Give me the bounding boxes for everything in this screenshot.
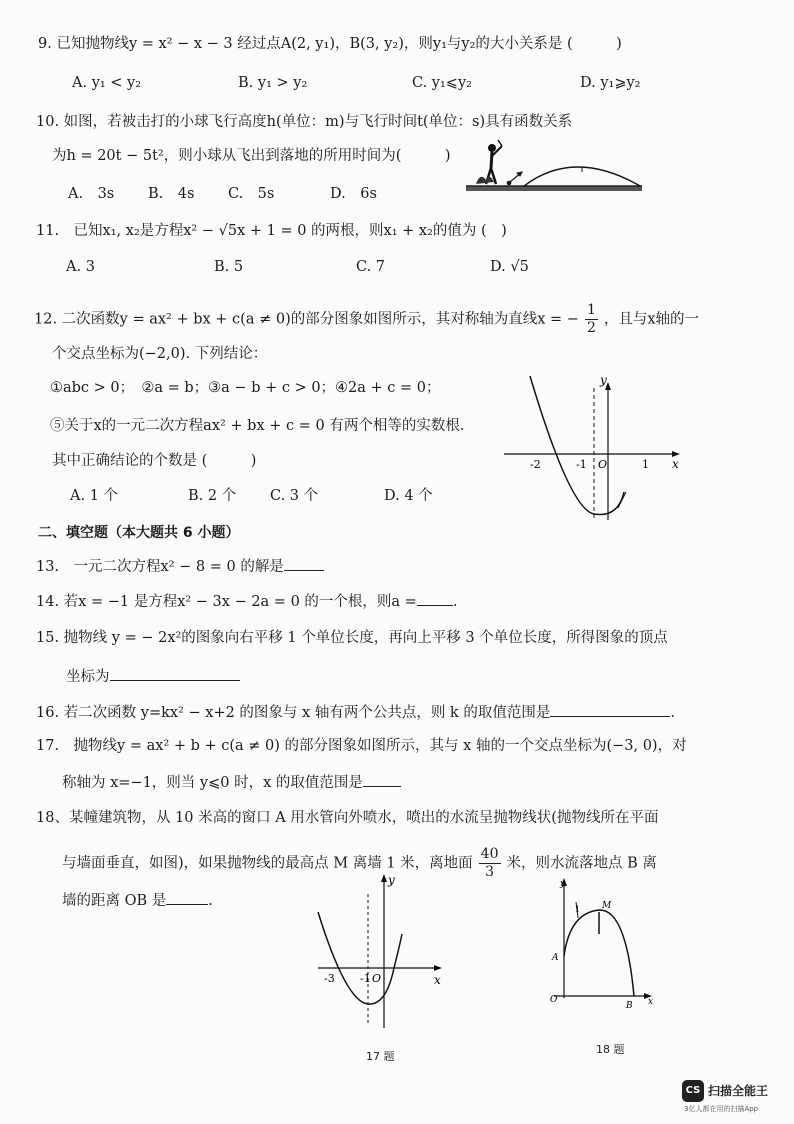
q9-option-c: C. y₁⩽y₂: [412, 75, 472, 91]
q15-stem-2: 坐标为: [66, 666, 240, 687]
q10-option-d: D. 6s: [330, 186, 377, 202]
q10-stem-1: 10. 如图，若被击打的小球飞行高度h(单位：m)与飞行时间t(单位：s)具有函数关系: [36, 114, 573, 130]
q13: 13. 一元二次方程x² − 8 = 0 的解是: [36, 556, 324, 577]
svg-text:y: y: [600, 374, 607, 387]
svg-text:x: x: [434, 973, 441, 987]
svg-text:-1: -1: [360, 972, 371, 985]
q14-answer-blank[interactable]: [417, 591, 453, 606]
q11-option-d: D. √5: [490, 259, 529, 275]
q12-stem-1: [34, 302, 699, 337]
q12-ask: 其中正确结论的个数是 ( ): [52, 453, 257, 469]
svg-text:O: O: [372, 972, 382, 985]
svg-text:A: A: [552, 953, 559, 963]
q18-answer-blank[interactable]: [166, 890, 208, 905]
q9-option-d: D. y₁⩾y₂: [580, 75, 641, 91]
watermark-subtitle: 3亿人都在用的扫描App: [684, 1105, 759, 1113]
q17-stem-1: 17. 抛物线y = ax² + b + c(a ≠ 0) 的部分图象如图所示，其与 x 轴的一个交点坐标为(−3, 0)，对: [36, 738, 687, 754]
q11-option-b: B. 5: [214, 259, 244, 275]
q18-stem-2: 与墙面垂直，如图)，如果抛物线的最高点 M 离墙 1 米，离地面 $\frac{40}{3}$ 米，则水流落地点 B 离: [62, 846, 657, 880]
watermark-title: 扫描全能王: [708, 1084, 769, 1098]
q12-option-b: B. 2 个: [188, 488, 237, 504]
q15-answer-blank[interactable]: [110, 666, 240, 681]
svg-text:1: 1: [642, 458, 649, 471]
q17-answer-blank[interactable]: [363, 772, 401, 787]
svg-text:-1: -1: [576, 458, 587, 471]
figure-17-graph: [310, 872, 450, 1032]
q10-option-c: C. 5s: [228, 186, 275, 202]
q10-option-b: B. 4s: [148, 186, 195, 202]
q10-option-a: A. 3s: [68, 186, 115, 202]
svg-text:-3: -3: [324, 972, 335, 985]
q10-stem-2: 为h = 20t − 5t²，则小球从飞出到落地的所用时间为( ): [52, 148, 451, 164]
svg-text:O: O: [598, 458, 608, 471]
parabola-curve: [318, 912, 402, 1004]
q16: 16. 若二次函数 y=kx² − x+2 的图象与 x 轴有两个公共点，则 k 的取值范围是 .: [36, 702, 675, 723]
q17-stem-2: 称轴为 x=−1，则当 y⩽0 时，x 的取值范围是: [62, 772, 401, 793]
q18-fraction: $\frac{40}{3}$: [480, 846, 499, 880]
svg-text:x: x: [648, 997, 654, 1007]
q12-conclusions: ①abc > 0； ②a = b；③a − b + c > 0；④2a + c = 0；: [50, 380, 441, 396]
q12-graph: [500, 374, 690, 524]
golfer-icon: [476, 140, 502, 184]
q9-stem: 9. 已知抛物线y = x² − x − 3 经过点A(2, y₁)，B(3, y₂)，则y₁与y₂的大小关系是 ( ): [38, 36, 622, 52]
trajectory-arrow-icon: [507, 172, 522, 185]
q12-stem-1a: 12. 二次函数y = ax² + bx + c(a ≠ 0)的部分图象如图所示，其对称轴为直线x = −: [34, 311, 579, 328]
q12-stem-1b: ，且与x轴的一: [603, 311, 700, 328]
svg-text:-2: -2: [530, 458, 541, 471]
scanner-watermark: [682, 1080, 792, 1116]
q11-option-c: C. 7: [356, 259, 386, 275]
svg-text:B: B: [626, 1001, 633, 1008]
q12-conclusion-5: ⑤关于x的一元二次方程ax² + bx + c = 0 有两个相等的实数根.: [50, 418, 465, 434]
figure-18-caption: 18 题: [596, 1043, 625, 1056]
q14: 14. 若x = −1 是方程x² − 3x − 2a = 0 的一个根，则a = .: [36, 591, 457, 612]
q10-figure: [462, 138, 648, 200]
svg-text:y: y: [560, 879, 566, 889]
q9-option-a: A. y₁ < y₂: [72, 75, 142, 91]
section-2-heading: 二、填空题（本大题共 6 小题）: [38, 525, 240, 541]
q13-answer-blank[interactable]: [284, 556, 324, 571]
q11-option-a: A. 3: [66, 259, 95, 275]
q18-stem-3: 墙的距离 OB 是 .: [62, 890, 213, 911]
q12-option-a: A. 1 个: [70, 488, 119, 504]
svg-text:O: O: [550, 995, 558, 1005]
q12-fraction: $\frac{1}{2}$: [586, 302, 596, 336]
q18-stem-1: 18、某幢建筑物，从 10 米高的窗口 A 用水管向外喷水，喷出的水流呈抛物线状(抛物线所在平面: [36, 810, 659, 826]
camscanner-logo-icon: CS: [682, 1080, 704, 1102]
q12-stem-2: 个交点坐标为(−2,0). 下列结论：: [52, 346, 268, 362]
parabola-curve: [530, 376, 624, 515]
q15-stem-1: 15. 抛物线 y = − 2x²的图象向右平移 1 个单位长度，再向上平移 3 个单位长度，所得图象的顶点: [36, 630, 668, 646]
q12-option-d: D. 4 个: [384, 488, 433, 504]
svg-text:x: x: [672, 457, 679, 471]
q12-option-c: C. 3 个: [270, 488, 319, 504]
q9-option-b: B. y₁ > y₂: [238, 75, 308, 91]
svg-text:1: 1: [575, 905, 581, 914]
svg-text:y: y: [388, 873, 395, 887]
q16-answer-blank[interactable]: [550, 702, 670, 717]
q11-stem: 11. 已知x₁, x₂是方程x² − √5x + 1 = 0 的两根，则x₁ + x₂的值为 ( ): [36, 223, 507, 239]
figure-17-caption: 17 题: [366, 1050, 395, 1063]
svg-text:M: M: [602, 901, 612, 911]
figure-18-graph: [540, 874, 660, 1008]
